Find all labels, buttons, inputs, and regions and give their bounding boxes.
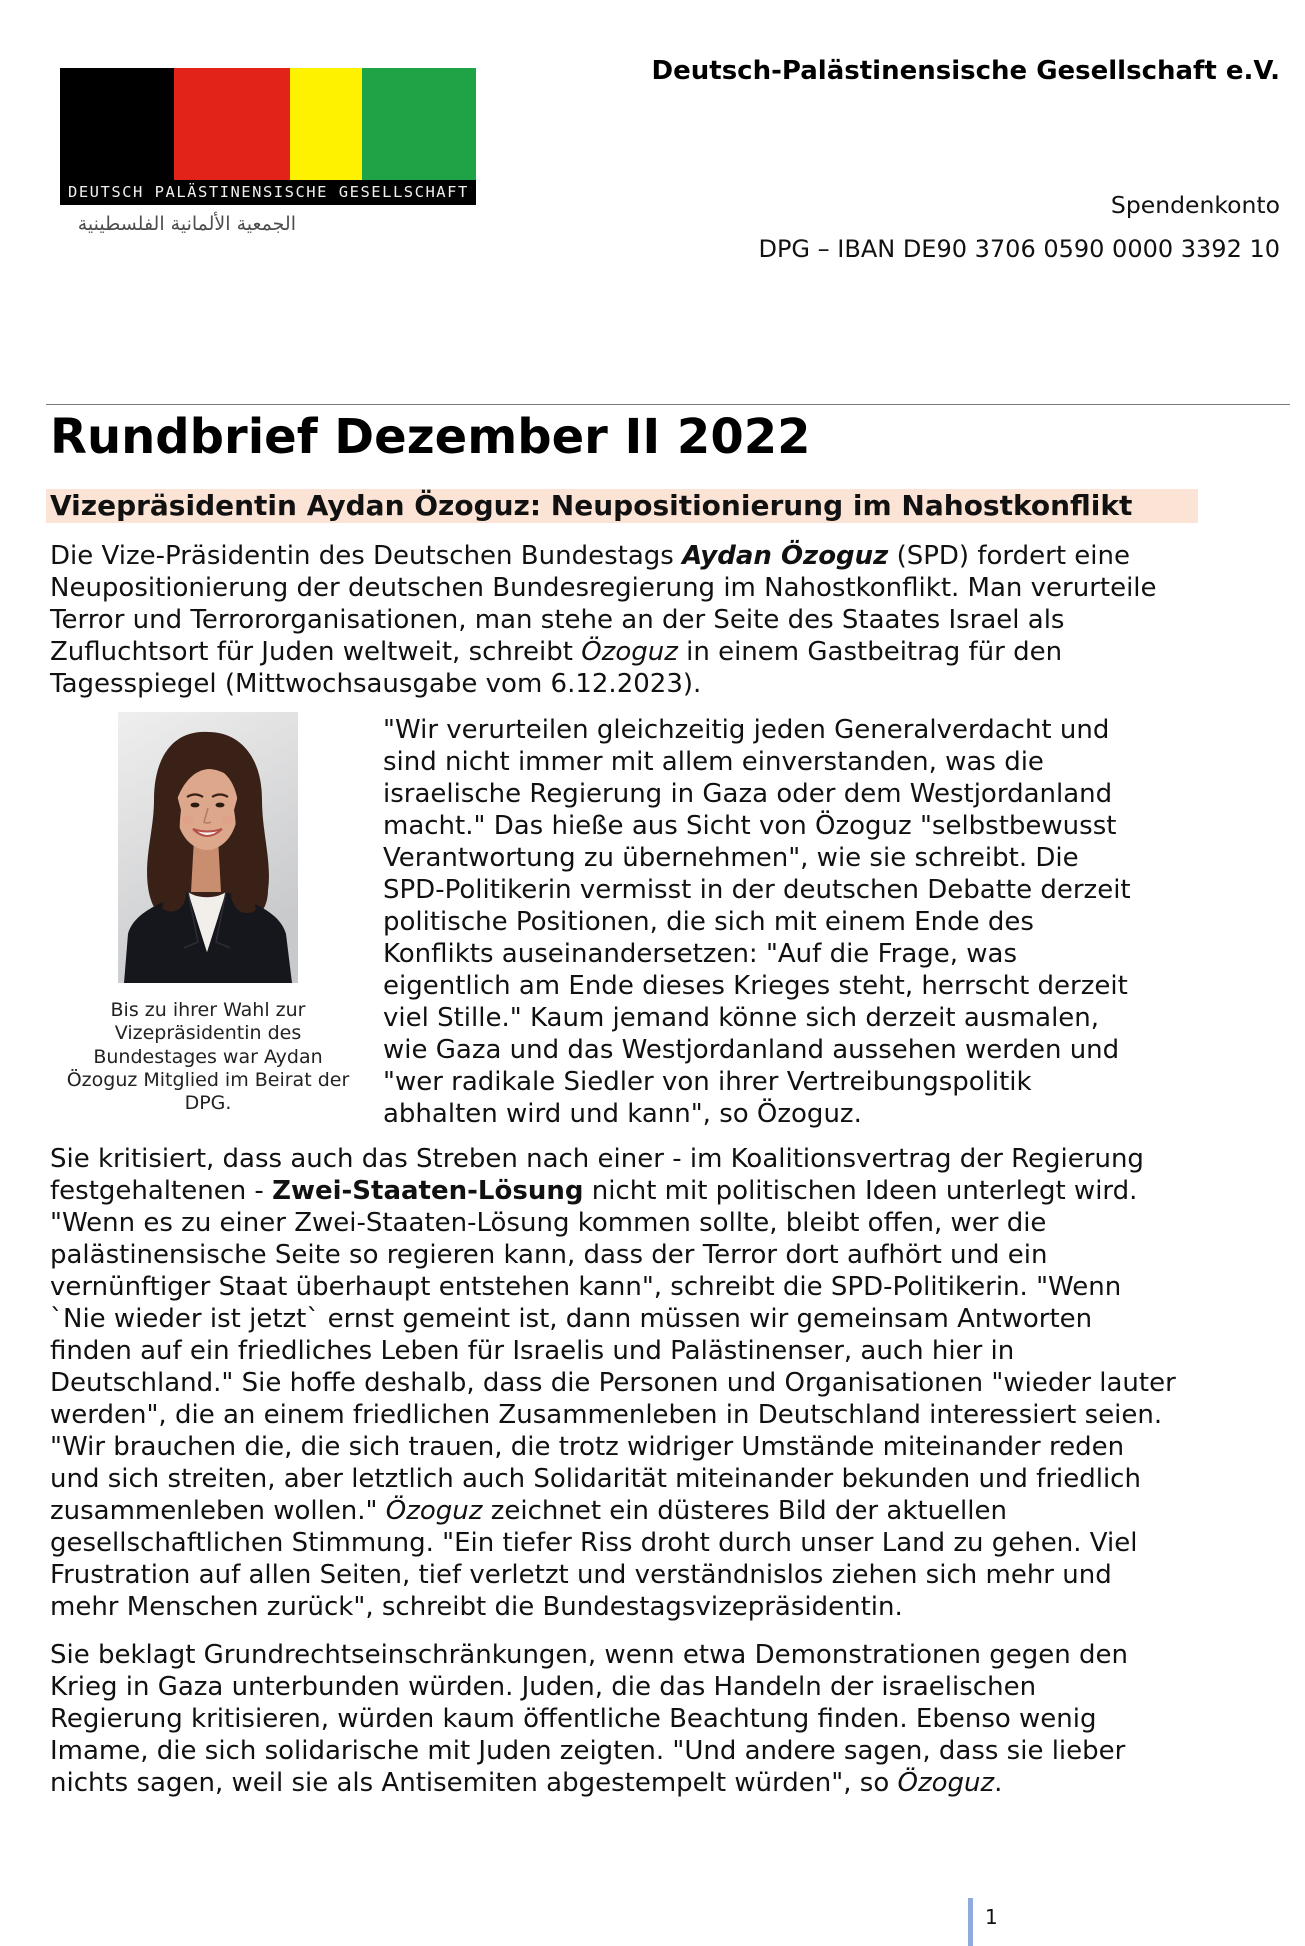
text-line: Tagesspiegel (Mittwochsausgabe vom 6.12.2023). xyxy=(50,669,702,699)
text-line: Terror und Terrororganisationen, man stehe an der Seite des Staates Israel als xyxy=(50,605,1065,635)
page-number-bar xyxy=(968,1898,973,1946)
text-line: gesellschaftlichen Stimmung. "Ein tiefer Riss droht durch unser Land zu gehen. Viel xyxy=(50,1528,1138,1558)
text-line: Frustration auf allen Seiten, tief verletzt und verständnislos ziehen sich mehr und xyxy=(50,1560,1112,1590)
text-line: DPG. xyxy=(184,1092,232,1115)
header-divider xyxy=(46,404,1290,405)
text-line: "wer radikale Siedler von ihrer Vertreibungspolitik xyxy=(383,1067,1032,1097)
text-line: Regierung kritisieren, würden kaum öffentliche Beachtung finden. Ebenso wenig xyxy=(50,1704,1097,1734)
text-line: Deutschland." Sie hoffe deshalb, dass die Personen und Organisationen "wieder lauter xyxy=(50,1368,1176,1398)
flag-stripe-green xyxy=(362,68,476,180)
text-line: SPD-Politikerin vermisst in der deutschen Debatte derzeit xyxy=(383,875,1131,905)
text-line: "Wir verurteilen gleichzeitig jeden Generalverdacht und xyxy=(383,715,1110,745)
text-line: Imame, die sich solidarische mit Juden zeigten. "Und andere sagen, dass sie lieber xyxy=(50,1736,1126,1766)
text-line: vernünftiger Staat überhaupt entstehen kann", schreibt die SPD-Politikerin. "Wenn xyxy=(50,1272,1122,1302)
flag-stripe-black xyxy=(60,68,174,180)
text-line xyxy=(50,636,1280,668)
text-line: Krieg in Gaza unterbunden würden. Juden, die das Handeln der israelischen xyxy=(50,1672,1037,1702)
text-line: Özoguz Mitglied im Beirat der xyxy=(66,1068,350,1091)
text-line: werden", die an einem friedlichen Zusammenleben in Deutschland interessiert seien. xyxy=(50,1400,1163,1430)
text-line: finden auf ein friedliches Leben für Israelis und Palästinenser, auch hier in xyxy=(50,1336,1015,1366)
text-line: `Nie wieder ist jetzt` ernst gemeint ist, dann müssen wir gemeinsam Antworten xyxy=(50,1304,1093,1334)
emphasized-text: Zwei-Staaten-Lösung xyxy=(272,1176,584,1206)
text-line: sind nicht immer mit allem einverstanden, was die xyxy=(383,747,1044,777)
emphasized-text: Özoguz xyxy=(897,1768,995,1798)
text-line: Sie beklagt Grundrechtseinschränkungen, wenn etwa Demonstrationen gegen den xyxy=(50,1640,1128,1670)
text-line: Bis zu ihrer Wahl zur xyxy=(110,999,306,1021)
text-line: und sich streiten, aber letztlich auch Solidarität miteinander bekunden und friedlich xyxy=(50,1464,1141,1494)
text-segment: (SPD) fordert eine xyxy=(888,541,1130,571)
text-line: viel Stille." Kaum jemand könne sich derzeit ausmalen, xyxy=(383,1003,1100,1033)
logo-flag-stripes xyxy=(60,68,476,180)
organization-name: Deutsch-Palästinensische Gesellschaft e.V. xyxy=(651,56,1280,86)
text-line: Bundestages war Aydan xyxy=(93,1045,323,1068)
portrait-photo xyxy=(118,712,298,983)
text-segment: nichts sagen, weil sie als Antisemiten abgestempelt würden", so xyxy=(50,1768,898,1798)
text-line: israelische Regierung in Gaza oder dem Westjordanland xyxy=(383,779,1113,809)
text-line: mehr Menschen zurück", schreibt die Bundestagsvizepräsidentin. xyxy=(50,1592,903,1622)
text-segment: Die Vize-Präsidentin des Deutschen Bundestags xyxy=(50,541,683,571)
donation-account-label: Spendenkonto xyxy=(1110,191,1280,219)
body-paragraph-2 xyxy=(50,1143,1280,1623)
newsletter-title: Rundbrief Dezember II 2022 xyxy=(50,409,811,465)
text-segment: nicht mit politischen Ideen unterlegt wird. xyxy=(583,1176,1138,1206)
emphasized-text: Aydan Özoguz xyxy=(682,541,889,571)
portrait-image xyxy=(118,712,298,983)
quote-paragraph xyxy=(383,714,1263,1130)
text-line: eigentlich am Ende dieses Krieges steht, herrscht derzeit xyxy=(383,971,1128,1001)
text-line: macht." Das hieße aus Sicht von Özoguz "selbstbewusst xyxy=(383,811,1117,841)
flag-stripe-yellow xyxy=(290,68,362,180)
text-line: Verantwortung zu übernehmen", wie sie schreibt. Die xyxy=(383,843,1079,873)
text-line: Vizepräsidentin des xyxy=(114,1022,302,1045)
text-segment: festgehaltenen - xyxy=(50,1176,273,1206)
emphasized-text: Özoguz xyxy=(385,1496,483,1526)
text-line xyxy=(50,1767,1280,1799)
body-paragraph-3 xyxy=(50,1639,1280,1799)
text-segment: zusammenleben wollen." xyxy=(50,1496,386,1526)
text-line xyxy=(50,540,1280,572)
flag-stripe-red xyxy=(174,68,290,180)
logo-arabic-name: الجمعية الألمانية الفلسطينية xyxy=(77,213,296,235)
text-line xyxy=(50,1175,1280,1207)
text-line: "Wir brauchen die, die sich trauen, die trotz widriger Umstände miteinander reden xyxy=(50,1432,1125,1462)
logo-wordmark: DEUTSCH PALÄSTINENSISCHE GESELLSCHAFT xyxy=(60,180,476,205)
article-heading: Vizepräsidentin Aydan Özoguz: Neupositionierung im Nahostkonflikt xyxy=(46,489,1198,523)
page-number: 1 xyxy=(985,1905,998,1929)
text-segment: Zufluchtsort für Juden weltweit, schreibt xyxy=(50,637,582,667)
text-line: wie Gaza und das Westjordanland aussehen werden und xyxy=(383,1035,1120,1065)
photo-caption xyxy=(58,999,358,1115)
text-segment: zeichnet ein düsteres Bild der aktuellen xyxy=(482,1496,1007,1526)
text-line: "Wenn es zu einer Zwei-Staaten-Lösung kommen sollte, bleibt offen, wer die xyxy=(50,1208,1047,1238)
iban-line: DPG – IBAN DE90 3706 0590 0000 3392 10 xyxy=(758,235,1280,263)
text-segment: in einem Gastbeitrag für den xyxy=(677,637,1063,667)
text-line: palästinensische Seite so regieren kann, dass der Terror dort aufhört und ein xyxy=(50,1240,1048,1270)
text-line: politische Positionen, die sich mit einem Ende des xyxy=(383,907,1034,937)
text-line: abhalten wird und kann", so Özoguz. xyxy=(383,1099,862,1129)
dpg-logo xyxy=(60,68,476,205)
text-line xyxy=(50,1495,1280,1527)
intro-paragraph xyxy=(50,540,1280,700)
text-line: Sie kritisiert, dass auch das Streben nach einer - im Koalitionsvertrag der Regierung xyxy=(50,1144,1144,1174)
emphasized-text: Özoguz xyxy=(581,637,678,667)
text-segment: . xyxy=(994,1768,1003,1798)
text-line: Neupositionierung der deutschen Bundesregierung im Nahostkonflikt. Man verurteile xyxy=(50,573,1157,603)
text-line: Konflikts auseinandersetzen: "Auf die Frage, was xyxy=(383,939,1018,969)
